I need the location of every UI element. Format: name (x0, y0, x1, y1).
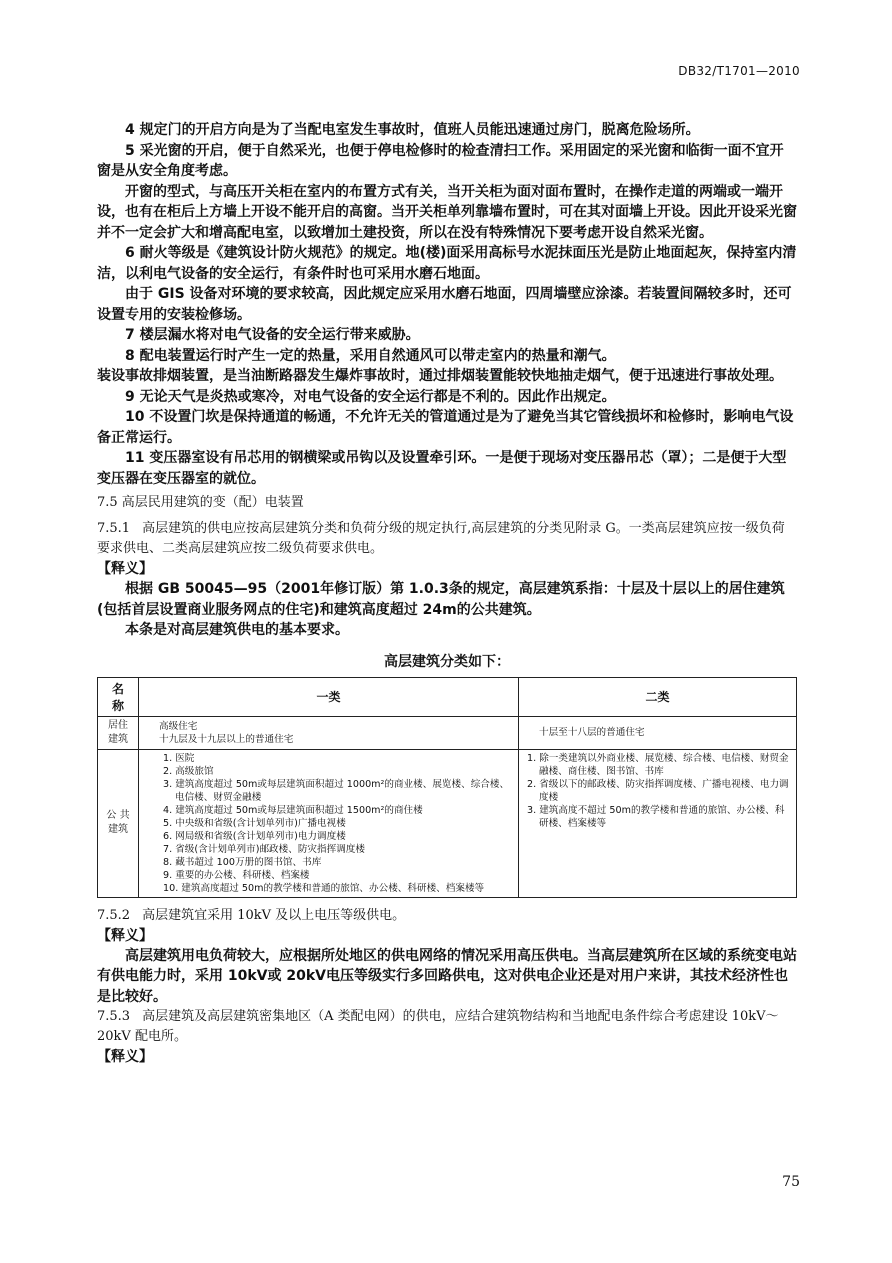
row-label-residential: 居住 建筑 (98, 716, 139, 749)
residential-class-two (519, 716, 797, 749)
page-number: 75 (782, 1174, 800, 1190)
body-paragraph: 4 规定门的开启方向是为了当配电室发生事故时，值班人员能迅速通过房门，脱离危险场所。 (125, 122, 700, 138)
public-class-one (139, 749, 519, 897)
list-item: 2. 高级旅馆 (163, 765, 214, 777)
list-item: 9. 重要的办公楼、科研楼、档案楼 (163, 869, 310, 881)
top-paragraphs (97, 120, 797, 489)
table-row-residential (98, 716, 797, 749)
list-item: 4. 建筑高度超过 50m或每层建筑面积超过 1500m²的商住楼 (163, 804, 423, 816)
residential-class-one (139, 716, 519, 749)
list-item: 10. 建筑高度超过 50m的教学楼和普通的旅馆、办公楼、科研楼、档案楼等 (163, 882, 485, 894)
shiyi-label: 【释义】 (97, 927, 153, 944)
list-item: 1. 医院 (163, 752, 195, 764)
list-item: 7. 省级(含计划单列市)邮政楼、防灾指挥调度楼 (163, 843, 365, 855)
clause-7-5-2 (97, 906, 797, 926)
table-header-row (98, 677, 797, 716)
list-item: 2. 省级以下的邮政楼、防灾指挥调度楼、广播电视楼、电力调度楼 (527, 778, 789, 803)
body-paragraph: 开窗的型式，与高压开关柜在室内的布置方式有关，当开关柜为面对面布置时，在操作走道的两端或一端开设，也有在柜后上方墙上开设不能开启的高窗。当开关柜单列靠墙布置时，可在其对面墙上开设。因此开设采光窗并不一定会扩大和增高配电室，以致增加土建投资，所以在没有特殊情况下要考虑开设自然采光窗。 (97, 183, 797, 241)
body-paragraph: 7 楼层漏水将对电气设备的安全运行带来威胁。 (125, 327, 420, 343)
clause-number: 7.5.3 (97, 1009, 131, 1024)
body-paragraph: 5 采光窗的开启，便于自然采光，也便于停电检修时的检查清扫工作。采用固定的采光窗和临街一面不宜开窗是从安全角度考虑。 (97, 142, 784, 179)
header-class-one: 一类 (139, 677, 519, 716)
cell-line: 十层至十八层的普通住宅 (539, 727, 645, 738)
building-classification-table (97, 677, 797, 898)
body-paragraph: 8 配电装置运行时产生一定的热量，采用自然通风可以带走室内的热量和潮气。 (125, 347, 616, 364)
shiyi-paragraph: 本条是对高层建筑供电的基本要求。 (125, 622, 349, 638)
list-item: 6. 网局级和省级(含计划单列市)电力调度楼 (163, 830, 346, 842)
list-item: 5. 中央级和省级(含计划单列市)广播电视楼 (163, 817, 346, 829)
body-paragraph: 6 耐火等级是《建筑设计防火规范》的规定。地(楼)面采用高标号水泥抹面压光是防止地面起灰，保持室内清洁，以利电气设备的安全运行，有条件时也可采用水磨石地面。 (97, 245, 797, 282)
list-item: 3. 建筑高度不超过 50m的教学楼和普通的旅馆、办公楼、科研楼、档案楼等 (527, 804, 785, 829)
header-name-cell: 名 称 (98, 677, 139, 716)
list-item: 8. 藏书超过 100万册的图书馆、书库 (163, 856, 322, 868)
clause-text: 高层建筑宜采用 10kV 及以上电压等级供电。 (142, 907, 406, 923)
shiyi-paragraph: 根据 GB 50045—95（2001年修订版）第 1.0.3条的规定，高层建筑系指：十层及十层以上的居住建筑(包括首层设置商业服务网点的住宅)和建筑高度超过 24m的公共建筑。 (97, 581, 785, 618)
shiyi-label: 【释义】 (97, 1049, 153, 1065)
public-class-two-list (523, 752, 792, 830)
document-code: DB32/T1701—2010 (678, 64, 800, 78)
clause-number: 7.5.2 (97, 907, 131, 923)
shiyi-label: 【释义】 (97, 561, 153, 577)
body-paragraph: 10 不设置门坎是保持通道的畅通，不允许无关的管道通过是为了避免当其它管线损坏和检修时，影响电气设备正常运行。 (97, 409, 794, 446)
header-class-two: 二类 (519, 677, 797, 716)
shiyi-paragraph: 高层建筑用电负荷较大，应根据所处地区的供电网络的情况采用高压供电。当高层建筑所在区域的系统变电站有供电能力时，采用 10kV或 20kV电压等级实行多回路供电，这对供电企业还是对用户来讲，其技术经济性也是比较好。 (97, 947, 797, 1005)
section-heading-7-5: 7.5 高层民用建筑的变（配）电装置 (97, 495, 304, 510)
cell-line: 十九层及十九层以上的普通住宅 (159, 733, 294, 745)
list-item: 1. 除一类建筑以外商业楼、展览楼、综合楼、电信楼、财贸金融楼、商住楼、图书馆、书库 (527, 752, 789, 777)
clause-7-5-1 (97, 519, 797, 559)
body-paragraph: 装设事故排烟装置，是当油断路器发生爆炸事故时，通过排烟装置能较快地抽走烟气，便于迅速进行事故处理。 (97, 368, 783, 384)
cell-line: 高级住宅 (159, 720, 198, 732)
body-paragraph: 由于 GIS 设备对环境的要求较高，因此规定应采用水磨石地面，四周墙壁应涂漆。若装置间隔较多时，还可设置专用的安装检修场。 (97, 286, 792, 323)
clause-7-5-3 (97, 1007, 797, 1047)
page-content (97, 120, 797, 1067)
clause-text: 高层建筑及高层建筑密集地区（A 类配电网）的供电，应结合建筑物结构和当地配电条件综合考虑建设 10kV～20kV 配电所。 (97, 1009, 779, 1044)
clause-number: 7.5.1 (97, 521, 131, 536)
list-item: 3. 建筑高度超过 50m或每层建筑面积超过 1000m²的商业楼、展览楼、综合楼、电信楼、财贸金融楼 (163, 778, 510, 803)
table-row-public (98, 749, 797, 897)
row-label-public: 公 共 建筑 (98, 749, 139, 897)
table-caption: 高层建筑分类如下： (384, 653, 510, 670)
body-paragraph: 9 无论天气是炎热或寒冷，对电气设备的安全运行都是不利的。因此作出规定。 (125, 388, 616, 405)
body-paragraph: 11 变压器室设有吊芯用的钢横梁或吊钩以及设置牵引环。一是便于现场对变压器吊芯（罩）；二是便于大型变压器在变压器室的就位。 (97, 450, 787, 487)
public-class-two (519, 749, 797, 897)
clause-text: 高层建筑的供电应按高层建筑分类和负荷分级的规定执行,高层建筑的分类见附录 G。一类高层建筑应按一级负荷要求供电、二类高层建筑应按二级负荷要求供电。 (97, 521, 785, 556)
public-class-one-list (159, 752, 514, 895)
